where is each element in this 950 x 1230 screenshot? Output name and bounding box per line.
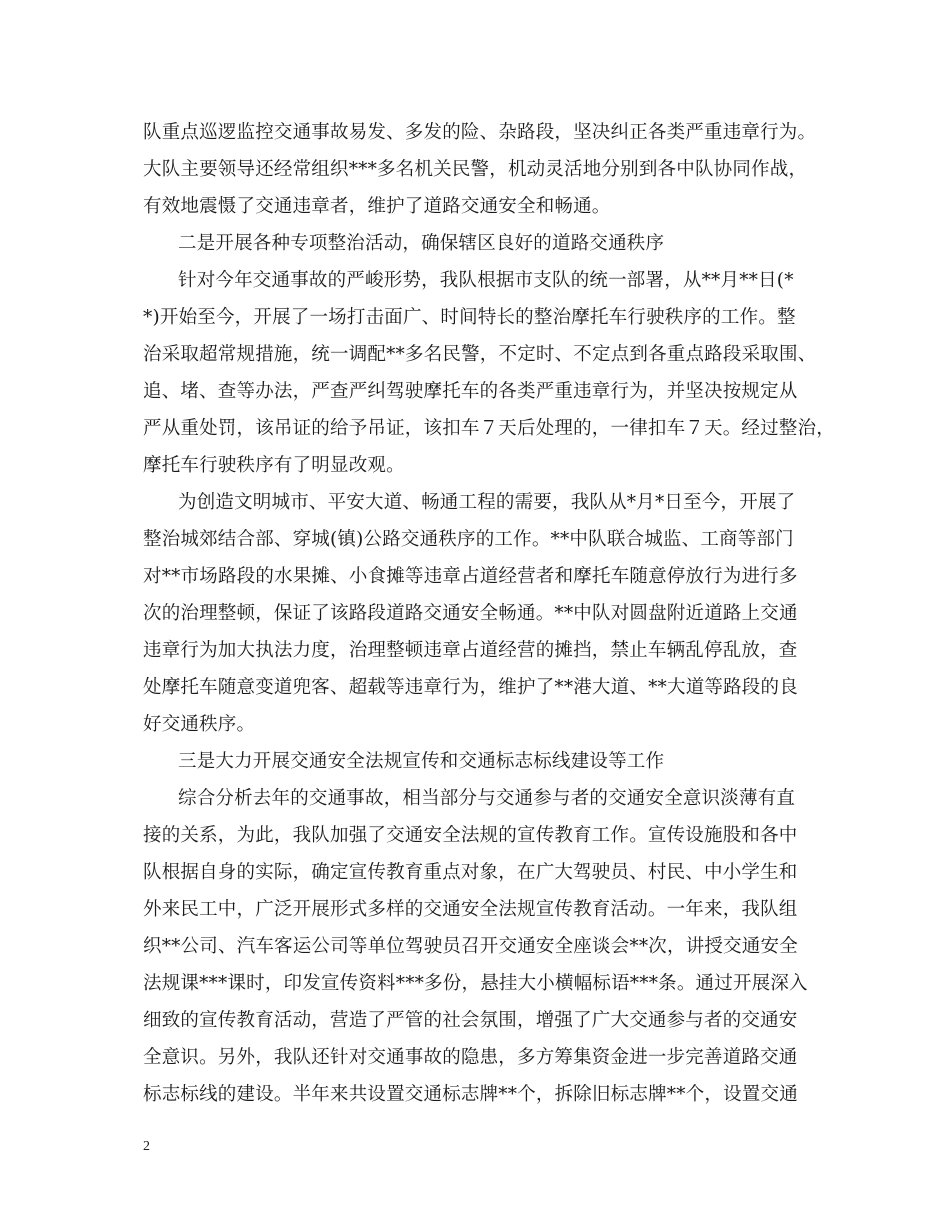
- text-line: 外来民工中，广泛开展形式多样的交通安全法规宣传教育活动。一年来，我队组: [143, 899, 798, 920]
- text-line: 严从重处罚，该吊证的给予吊证，该扣车７天后处理的，一律扣车７天。经过整治，: [143, 418, 835, 439]
- text-line: 次的治理整顿，保证了该路段道路交通安全畅通。**中队对圆盘附近道路上交通: [143, 603, 798, 624]
- text-line: 标志标线的建设。半年来共设置交通标志牌**个，拆除旧标志牌**个，设置交通: [143, 1084, 798, 1105]
- text-line: *)开始至今，开展了一场打击面广、时间特长的整治摩托车行驶秩序的工作。整: [143, 307, 796, 328]
- text-line: 大队主要领导还经常组织***多名机关民警，机动灵活地分别到各中队协同作战，: [143, 159, 808, 180]
- text-line: 细致的宣传教育活动，营造了严管的社会氛围，增强了广大交通参与者的交通安: [143, 1010, 798, 1031]
- text-line: 织**公司、汽车客运公司等单位驾驶员召开交通安全座谈会**次，讲授交通安全: [143, 936, 798, 957]
- text-line: 违章行为加大执法力度，治理整顿违章占道经营的摊挡，禁止车辆乱停乱放，查: [143, 640, 798, 661]
- text-line: 有效地震慑了交通违章者，维护了道路交通安全和畅通。: [143, 196, 611, 217]
- text-line: 队根据自身的实际，确定宣传教育重点对象，在广大驾驶员、村民、中小学生和: [143, 862, 798, 883]
- text-line: 好交通秩序。: [143, 714, 256, 735]
- text-line: 对**市场路段的水果摊、小食摊等违章占道经营者和摩托车随意停放行为进行多: [143, 566, 798, 587]
- text-line: 整治城郊结合部、穿城(镇)公路交通秩序的工作。**中队联合城监、工商等部门: [143, 529, 794, 550]
- text-line: 队重点巡逻监控交通事故易发、多发的险、杂路段，坚决纠正各类严重违章行为。: [143, 122, 817, 143]
- page-number: 2: [143, 1139, 150, 1154]
- text-line: 为创造文明城市、平安大道、畅通工程的需要，我队从*月*日至今，开展了: [178, 492, 796, 513]
- text-line: 接的关系，为此，我队加强了交通安全法规的宣传教育工作。宣传设施股和各中: [143, 825, 798, 846]
- section-heading: 三是大力开展交通安全法规宣传和交通标志标线建设等工作: [178, 751, 665, 772]
- text-line: 摩托车行驶秩序有了明显改观。: [143, 455, 405, 476]
- text-line: 综合分析去年的交通事故，相当部分与交通参与者的交通安全意识淡薄有直: [178, 788, 796, 809]
- text-line: 追、堵、查等办法，严查严纠驾驶摩托车的各类严重违章行为，并坚决按规定从: [143, 381, 798, 402]
- text-line: 治采取超常规措施，统一调配**多名民警，不定时、不定点到各重点路段采取围、: [143, 344, 817, 365]
- text-line: 处摩托车随意变道兜客、超载等违章行为，维护了**港大道、**大道等路段的良: [143, 677, 798, 698]
- section-heading: 二是开展各种专项整治活动，确保辖区良好的道路交通秩序: [178, 233, 665, 254]
- text-line: 全意识。另外，我队还针对交通事故的隐患，多方筹集资金进一步完善道路交通: [143, 1047, 798, 1068]
- text-line: 法规课***课时，印发宣传资料***多份，悬挂大小横幅标语***条。通过开展深入: [143, 973, 808, 994]
- text-line: 针对今年交通事故的严峻形势，我队根据市支队的统一部署，从**月**日(*: [178, 270, 794, 291]
